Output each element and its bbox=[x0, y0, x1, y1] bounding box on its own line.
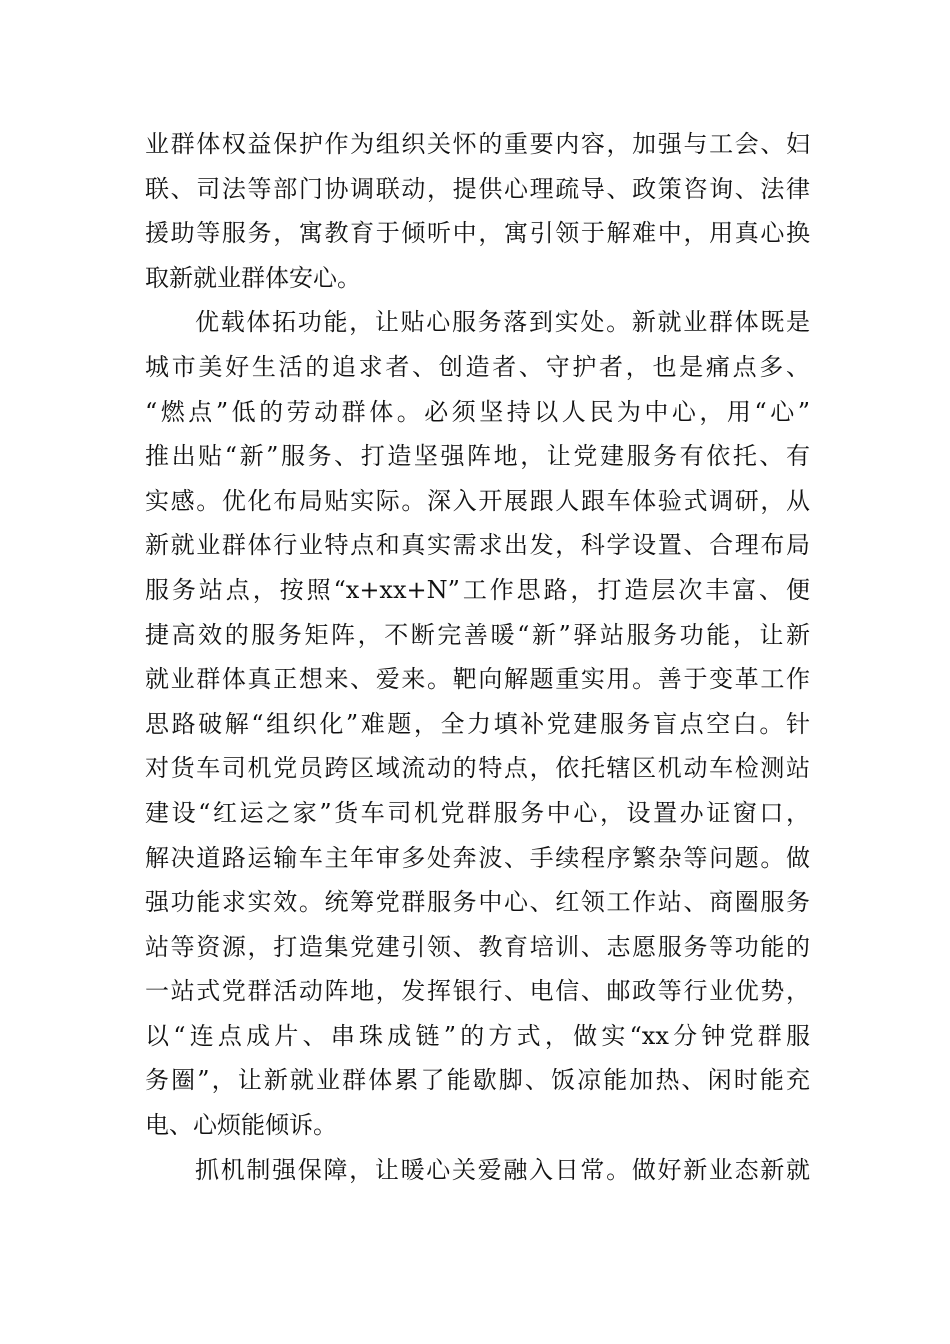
paragraph-mechanism-guarantee bbox=[145, 1148, 810, 1193]
text-line: 优载体拓功能，让贴心服务落到实处。新就业群体既是 bbox=[195, 308, 810, 337]
text-line: 解决道路运输车主年审多处奔波、手续程序繁杂等问题。做 bbox=[145, 843, 810, 872]
text-line: 捷高效的服务矩阵，不断完善暖“新”驿站服务功能，让新 bbox=[145, 620, 810, 649]
text-line: 援助等服务，寓教育于倾听中，寓引领于解难中，用真心换 bbox=[145, 219, 810, 248]
body-text bbox=[145, 122, 810, 1192]
text-line: 抓机制强保障，让暖心关爱融入日常。做好新业态新就 bbox=[195, 1155, 810, 1184]
text-line: 推出贴“新”服务、打造坚强阵地，让党建服务有依托、有 bbox=[145, 442, 810, 471]
text-line: 站等资源，打造集党建引领、教育培训、志愿服务等功能的 bbox=[145, 932, 810, 961]
text-line: “燃点”低的劳动群体。必须坚持以人民为中心，用“心” bbox=[145, 397, 810, 426]
text-line: 务圈”，让新就业群体累了能歇脚、饭凉能加热、闲时能充 bbox=[145, 1066, 810, 1095]
text-line: 思路破解“组织化”难题，全力填补党建服务盲点空白。针 bbox=[145, 709, 810, 738]
text-line: 取新就业群体安心。 bbox=[145, 263, 361, 292]
paragraph-rights-protection bbox=[145, 122, 810, 300]
text-line: 服务站点，按照“x+xx+N”工作思路，打造层次丰富、便 bbox=[145, 575, 810, 604]
text-line: 电、心烦能倾诉。 bbox=[145, 1111, 337, 1140]
text-line: 就业群体真正想来、爱来。靶向解题重实用。善于变革工作 bbox=[145, 665, 810, 694]
text-line: 强功能求实效。统筹党群服务中心、红领工作站、商圈服务 bbox=[145, 888, 810, 917]
text-line: 建设“红运之家”货车司机党群服务中心，设置办证窗口， bbox=[145, 798, 810, 827]
text-line: 实感。优化布局贴实际。深入开展跟人跟车体验式调研，从 bbox=[145, 486, 810, 515]
text-line: 一站式党群活动阵地，发挥银行、电信、邮政等行业优势， bbox=[145, 977, 810, 1006]
text-line: 对货车司机党员跨区域流动的特点，依托辖区机动车检测站 bbox=[145, 754, 810, 783]
paragraph-service-function bbox=[145, 300, 810, 1147]
text-line: 业群体权益保护作为组织关怀的重要内容，加强与工会、妇 bbox=[145, 130, 810, 158]
text-line: 城市美好生活的追求者、创造者、守护者，也是痛点多、 bbox=[145, 352, 810, 381]
text-line: 以“连点成片、串珠成链”的方式，做实“xx分钟党群服 bbox=[145, 1021, 810, 1050]
text-line: 联、司法等部门协调联动，提供心理疏导、政策咨询、法律 bbox=[145, 174, 810, 203]
text-line: 新就业群体行业特点和真实需求出发，科学设置、合理布局 bbox=[145, 531, 810, 560]
